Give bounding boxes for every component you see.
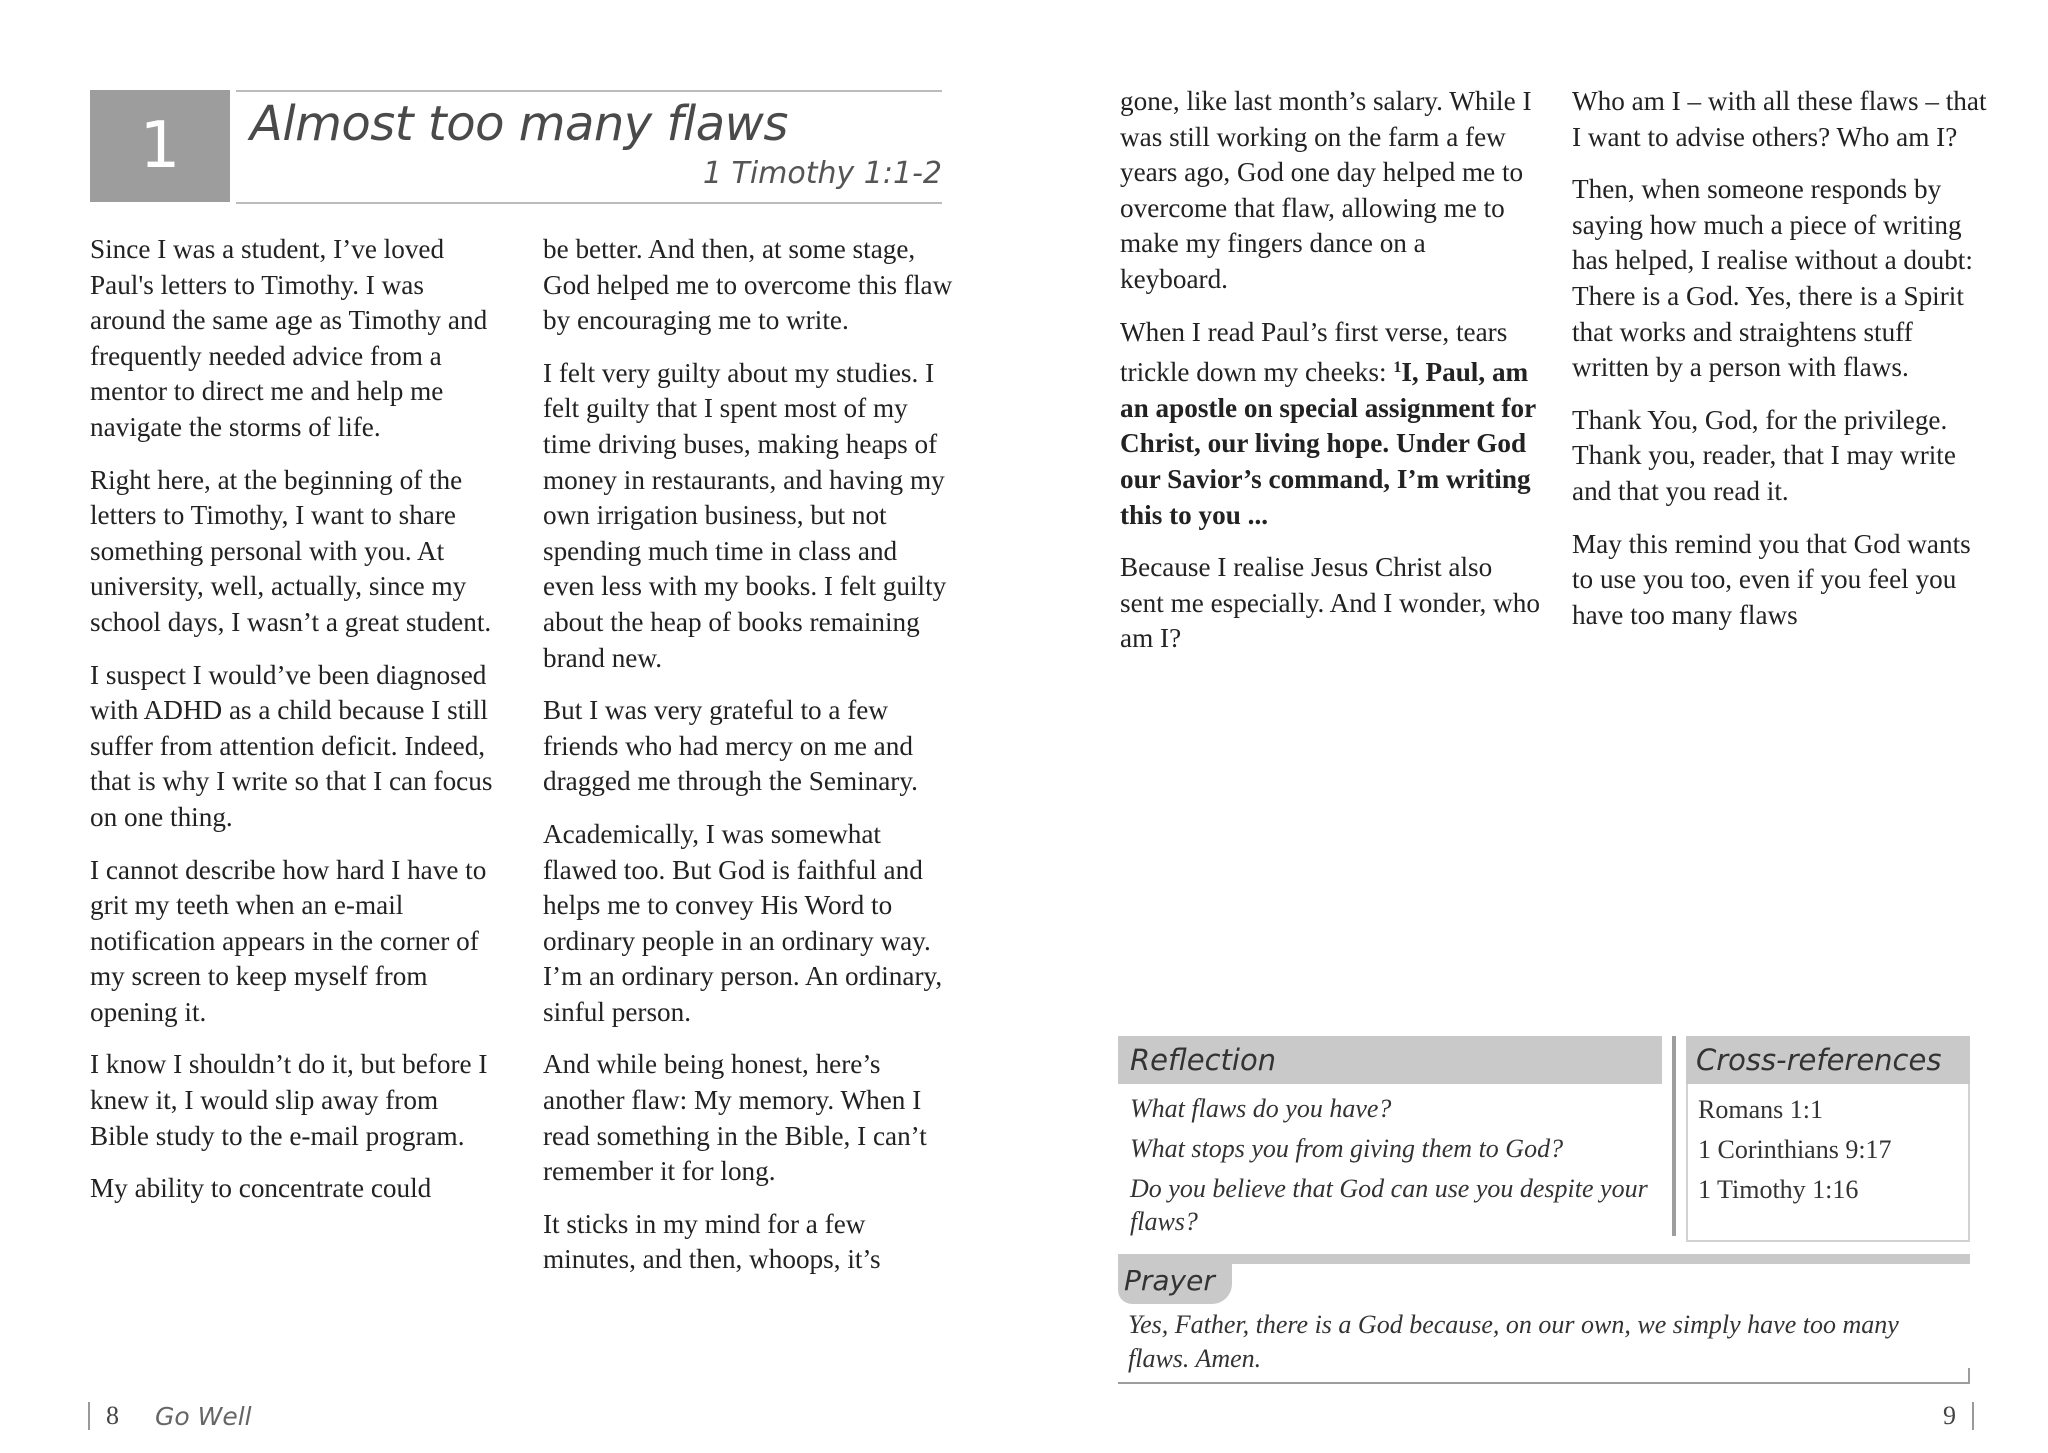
cross-references-list [1686, 1084, 1970, 1242]
text-column-4 [1572, 84, 1992, 650]
book-name: Go Well [155, 1401, 252, 1431]
footer-bar [88, 1402, 90, 1430]
cross-reference-item: Romans 1:1 [1698, 1095, 1823, 1124]
scripture-reference: 1 Timothy 1:1-2 [702, 156, 942, 191]
cross-references-heading: Cross-references [1686, 1036, 1970, 1084]
paragraph: I felt very guilty about my studies. I felt guilty that I spent most of my time driving buses, making heaps of money in restaurants, and having my own irrigation business, but not spending much time in class and even less with my books. I felt guilty about the heap of books remaining brand new. [543, 357, 947, 673]
paragraph: Academically, I was somewhat flawed too. But God is faithful and helps me to convey His Word to ordinary people in an ordinary way. I’m an ordinary person. An ordinary, sinful person. [543, 818, 943, 1027]
title-rule-top [236, 90, 942, 92]
paragraph: be better. And then, at some stage, God helped me to overcome this flaw by encouraging me to write. [543, 234, 953, 336]
footer-right [1943, 1401, 1974, 1431]
verse-intro: When I read Paul’s first verse, tears trickle down my cheeks: [1120, 316, 1508, 388]
reflection-question: Do you believe that God can use you despite your flaws? [1130, 1174, 1648, 1236]
prayer-rule [1118, 1254, 1970, 1264]
paragraph: Thank You, God, for the privilege. Thank you, reader, that I may write and that you read it. [1572, 404, 1956, 506]
text-column-1 [90, 232, 500, 1224]
paragraph: It sticks in my mind for a few minutes, and then, whoops, it’s [543, 1208, 881, 1275]
paragraph: Who am I – with all these flaws – that I want to advise others? Who am I? [1572, 86, 1987, 152]
paragraph: Since I was a student, I’ve loved Paul's letters to Timothy. I was around the same age as Timothy and frequently needed advice from a mentor to direct me and help me navigate the storms of life. [90, 234, 488, 442]
paragraph: gone, like last month’s salary. While I was still working on the farm a few years ago, God one day helped me to overcome that flaw, allowing me to make my fingers dance on a keyboard. [1120, 86, 1532, 294]
paragraph: Then, when someone responds by saying how much a piece of writing has helped, I realise without a doubt: There is a God. Yes, there is a Spirit that works and straightens stuff written by a person with flaws. [1572, 174, 1973, 383]
prayer-heading: Prayer [1118, 1262, 1232, 1304]
page-number-right: 9 [1943, 1401, 1956, 1430]
reflection-heading: Reflection [1118, 1036, 1662, 1084]
footer-left [88, 1401, 252, 1431]
cross-reference-item: 1 Timothy 1:16 [1698, 1175, 1859, 1204]
reflection-box [1118, 1036, 1662, 1245]
cross-references-box [1686, 1036, 1970, 1242]
reflection-question: What stops you from giving them to God? [1130, 1134, 1564, 1163]
footer-bar [1972, 1402, 1974, 1430]
title-rule-bottom [236, 202, 942, 204]
paragraph: Because I realise Jesus Christ also sent me especially. And I wonder, who am I? [1120, 552, 1540, 654]
paragraph: But I was very grateful to a few friends who had mercy on me and dragged me through the Seminary. [543, 695, 918, 797]
verse-text: I, Paul, am an apostle on special assignment for Christ, our living hope. Under God our Savior’s command, I’m writing this to you ... [1120, 357, 1536, 530]
paragraph: May this remind you that God wants to use you too, even if you feel you have too many flaws [1572, 528, 1971, 630]
prayer-bottom-tick [1968, 1368, 1970, 1384]
text-column-3 [1120, 84, 1540, 674]
paragraph: Right here, at the beginning of the letters to Timothy, I want to share something personal with you. At university, well, actually, since my school days, I wasn’t a great student. [90, 464, 492, 637]
chapter-title: Almost too many flaws [250, 96, 788, 152]
paragraph: I cannot describe how hard I have to grit my teeth when an e-mail notification appears in the corner of my screen to keep myself from opening it. [90, 854, 487, 1027]
paragraph: My ability to concentrate could [90, 1173, 432, 1204]
paragraph: And while being honest, here’s another flaw: My memory. When I read something in the Bible, I can’t remember it for long. [543, 1049, 927, 1187]
text-column-2 [543, 232, 953, 1295]
prayer-text: Yes, Father, there is a God because, on our own, we simply have too many flaws. Amen. [1128, 1310, 1899, 1373]
paragraph: I know I shouldn’t do it, but before I knew it, I would slip away from Bible study to the e-mail program. [90, 1049, 488, 1151]
paragraph: I suspect I would’ve been diagnosed with ADHD as a child because I still suffer from attention deficit. Indeed, that is why I write so that I can focus on one thing. [90, 659, 493, 832]
verse-number: 1 [1393, 359, 1402, 377]
chapter-number: 1 [90, 90, 230, 202]
box-divider [1672, 1036, 1676, 1236]
reflection-question: What flaws do you have? [1130, 1094, 1392, 1123]
paragraph [1120, 315, 1540, 534]
cross-reference-item: 1 Corinthians 9:17 [1698, 1135, 1892, 1164]
page-number-left: 8 [106, 1401, 119, 1430]
prayer-bottom-rule [1118, 1382, 1970, 1384]
reflection-questions [1118, 1084, 1662, 1238]
